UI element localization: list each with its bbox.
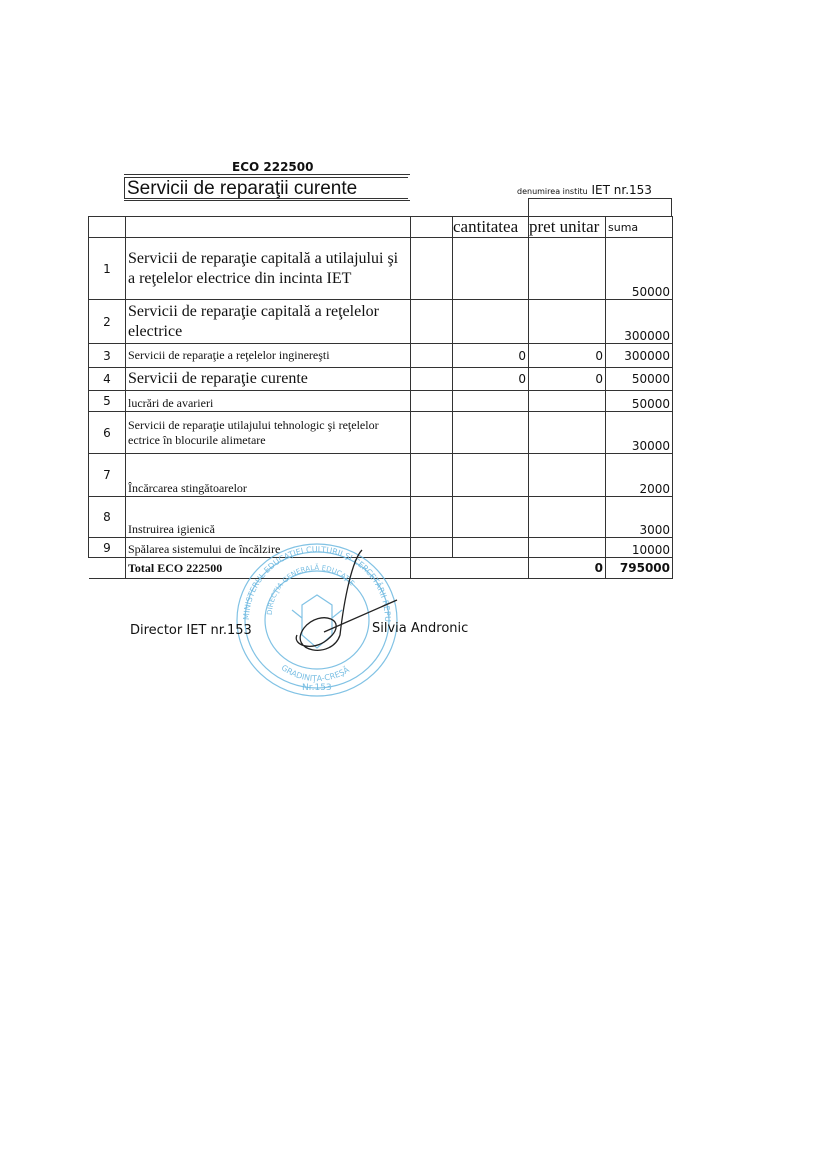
table-row xyxy=(89,238,673,300)
row-price xyxy=(529,300,606,344)
row-sum: 2000 xyxy=(606,454,673,497)
total-blank xyxy=(89,558,126,579)
row-number: 4 xyxy=(89,368,126,391)
row-sum: 3000 xyxy=(606,497,673,538)
services-table xyxy=(88,216,673,579)
total-sum: 795000 xyxy=(606,558,673,579)
row-price: 0 xyxy=(529,344,606,368)
row-price xyxy=(529,538,606,558)
total-blank xyxy=(411,558,529,579)
divider xyxy=(124,174,410,175)
table-row xyxy=(89,344,673,368)
header-cell xyxy=(411,217,453,238)
header-sum: suma xyxy=(606,217,673,238)
table-row xyxy=(89,391,673,412)
signer-name: Silvia Andronic xyxy=(372,621,469,636)
svg-text:MINISTERUL EDUCAŢIEI CULTURII: MINISTERUL EDUCAŢIEI CULTURII ŞI CERCETĂRII REPU xyxy=(241,544,393,622)
page-title: Servicii de reparaţii curente xyxy=(124,177,408,199)
row-number: 7 xyxy=(89,454,126,497)
header-box xyxy=(528,198,672,216)
row-blank xyxy=(411,344,453,368)
row-price xyxy=(529,391,606,412)
institution-label: denumirea institu xyxy=(517,187,588,196)
row-quantity xyxy=(453,300,529,344)
row-blank xyxy=(411,412,453,454)
director-label: Director IET nr.153 xyxy=(130,623,252,638)
header-cell xyxy=(89,217,126,238)
row-description: Servicii de reparaţie curente xyxy=(126,368,411,391)
row-quantity xyxy=(453,238,529,300)
table-row xyxy=(89,497,673,538)
row-quantity xyxy=(453,391,529,412)
row-number: 8 xyxy=(89,497,126,538)
row-quantity xyxy=(453,412,529,454)
row-description: lucrări de avarieri xyxy=(126,391,411,412)
table-row xyxy=(89,368,673,391)
svg-text:DIRECŢIA GENERALĂ EDUCAŢIE: DIRECŢIA GENERALĂ EDUCAŢIE xyxy=(265,563,356,616)
table-header-row xyxy=(89,217,673,238)
institution xyxy=(517,183,652,197)
row-description: Servicii de reparaţie capitală a reţelelor electrice xyxy=(126,300,411,344)
row-description: Instruirea igienică xyxy=(126,497,411,538)
row-number: 6 xyxy=(89,412,126,454)
total-label: Total ECO 222500 xyxy=(126,558,411,579)
row-quantity: 0 xyxy=(453,344,529,368)
row-blank xyxy=(411,368,453,391)
row-description: Servicii de reparaţie utilajului tehnologic şi reţelelor ectrice în blocurile alimetare xyxy=(126,412,411,454)
row-quantity xyxy=(453,454,529,497)
row-blank xyxy=(411,497,453,538)
row-number: 5 xyxy=(89,391,126,412)
row-sum: 50000 xyxy=(606,238,673,300)
row-quantity xyxy=(453,497,529,538)
row-quantity xyxy=(453,538,529,558)
header-cell xyxy=(126,217,411,238)
table-row xyxy=(89,300,673,344)
row-price xyxy=(529,238,606,300)
divider xyxy=(124,200,410,201)
row-sum: 10000 xyxy=(606,538,673,558)
row-description: Servicii de reparaţie a reţelelor inginereşti xyxy=(126,344,411,368)
table-row xyxy=(89,454,673,497)
row-price xyxy=(529,454,606,497)
eco-code: ECO 222500 xyxy=(232,160,314,174)
table-row xyxy=(89,412,673,454)
row-blank xyxy=(411,391,453,412)
header-price: pret unitar xyxy=(529,217,606,238)
row-price xyxy=(529,497,606,538)
row-sum: 50000 xyxy=(606,368,673,391)
svg-text:GRADINIŢA-CREŞĂ: GRADINIŢA-CREŞĂ xyxy=(279,663,351,684)
row-blank xyxy=(411,538,453,558)
header-qty: cantitatea xyxy=(453,217,529,238)
svg-text:Nr.153: Nr.153 xyxy=(302,683,332,693)
stamp-seal-icon xyxy=(232,540,402,700)
row-description: Spălarea sistemului de încălzire xyxy=(126,538,411,558)
row-sum: 300000 xyxy=(606,300,673,344)
row-number: 9 xyxy=(89,538,126,558)
row-sum: 300000 xyxy=(606,344,673,368)
row-blank xyxy=(411,300,453,344)
total-price: 0 xyxy=(529,558,606,579)
row-sum: 30000 xyxy=(606,412,673,454)
row-description: Servicii de reparaţie capitală a utilajului şi a reţelelor electrice din incinta IET xyxy=(126,238,411,300)
row-number: 1 xyxy=(89,238,126,300)
row-price xyxy=(529,412,606,454)
row-number: 3 xyxy=(89,344,126,368)
row-price: 0 xyxy=(529,368,606,391)
row-sum: 50000 xyxy=(606,391,673,412)
row-blank xyxy=(411,238,453,300)
row-number: 2 xyxy=(89,300,126,344)
row-quantity: 0 xyxy=(453,368,529,391)
institution-name: IET nr.153 xyxy=(591,183,652,197)
row-blank xyxy=(411,454,453,497)
row-description: Încărcarea stingătoarelor xyxy=(126,454,411,497)
